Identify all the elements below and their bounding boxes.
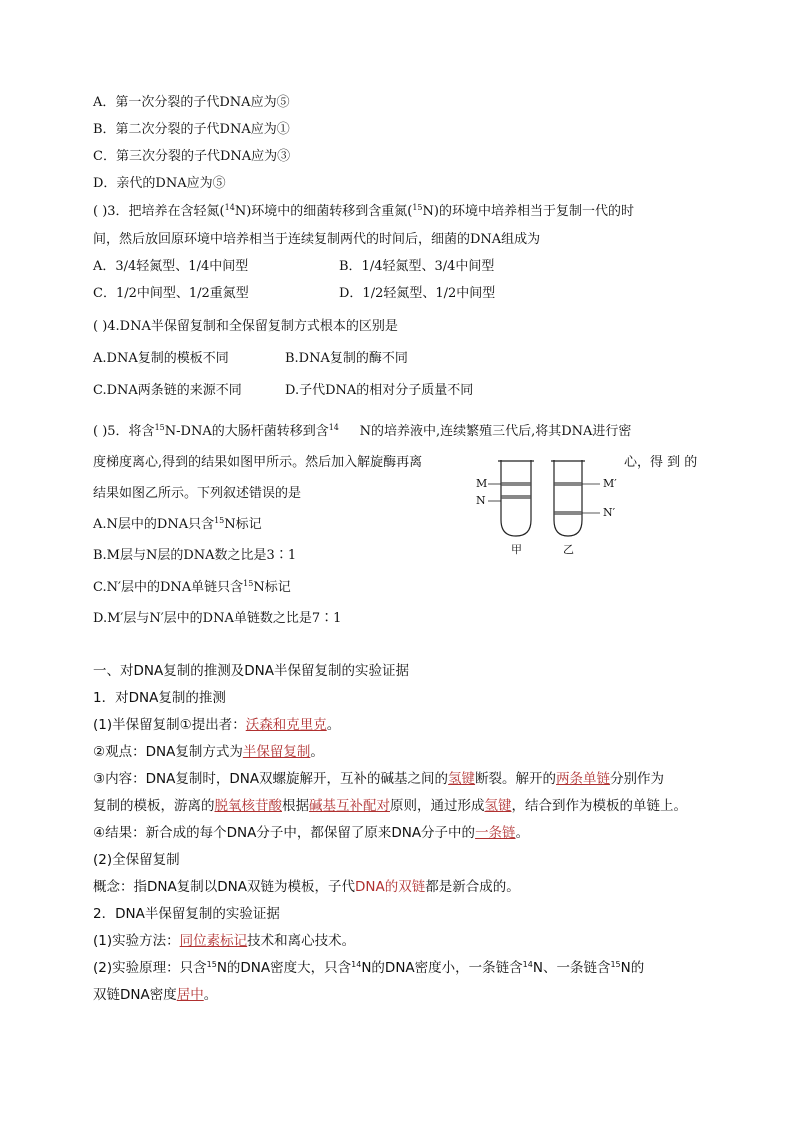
notes-result: ④结果：新合成的每个DNA分子中，都保留了原来DNA分子中的一条链。 bbox=[93, 825, 530, 841]
tube-jia-band-m bbox=[502, 482, 531, 486]
label-m: M bbox=[476, 477, 488, 490]
tube-jia-band-n bbox=[502, 495, 531, 499]
q5-option-d: D.M′层与N′层中的DNA单链数之比是7∶1 bbox=[93, 611, 342, 626]
q4-option-a: A.DNA复制的模板不同 bbox=[93, 351, 229, 366]
q2-option-a: A．第一次分裂的子代DNA应为⑤ bbox=[93, 95, 290, 110]
q3-option-a: A．3/4轻氮型、1/4中间型 bbox=[93, 259, 249, 274]
notes-proposer: (1)半保留复制①提出者：沃森和克里克。 bbox=[93, 717, 341, 733]
q5-option-c: C.N′层中的DNA单链只含$^{15}$N标记 bbox=[93, 579, 291, 595]
q5-stem-line2-right: 心，得 到 的 bbox=[624, 455, 698, 470]
q4-option-b: B.DNA复制的酶不同 bbox=[285, 351, 408, 366]
label-n-prime: N′ bbox=[603, 506, 616, 519]
tube-yi-band-m2 bbox=[555, 482, 582, 486]
q3-option-c: C．1/2中间型、1/2重氮型 bbox=[93, 286, 249, 301]
notes-full-conservative: (2)全保留复制 bbox=[93, 852, 180, 868]
notes-subheading-1: 1．对DNA复制的推测 bbox=[93, 690, 226, 706]
centrifuge-tubes-svg bbox=[466, 460, 646, 560]
tube-yi-outline bbox=[554, 460, 582, 536]
q3-stem-line2: 间，然后放回原环境中培养相当于连续复制两代的时间后，细菌的DNA组成为 bbox=[93, 232, 541, 247]
label-m-prime: M′ bbox=[603, 477, 617, 490]
notes-viewpoint: ②观点：DNA复制方式为半保留复制。 bbox=[93, 744, 324, 760]
q2-option-b: B．第二次分裂的子代DNA应为① bbox=[93, 122, 290, 137]
notes-content-line1: ③内容：DNA复制时，DNA双螺旋解开，互补的碱基之间的氢键断裂。解开的两条单链分别作为 bbox=[93, 771, 665, 787]
tube-yi-band-n2 bbox=[555, 511, 582, 515]
q3-stem-line1: ( )3．把培养在含轻氮($^{14}$N)环境中的细菌转移到含重氮($^{15}$N)的环境中培养相当于复制一代的时 bbox=[93, 203, 634, 219]
q5-option-b: B.M层与N层的DNA数之比是3∶1 bbox=[93, 548, 297, 563]
q4-stem: ( )4.DNA半保留复制和全保留复制方式根本的区别是 bbox=[93, 319, 398, 334]
label-n: N bbox=[476, 494, 486, 507]
notes-subheading-2: 2．DNA半保留复制的实验证据 bbox=[93, 906, 280, 922]
q2-option-d: D．亲代的DNA应为⑤ bbox=[93, 176, 226, 191]
notes-principle-line2: 双链DNA密度居中。 bbox=[93, 987, 218, 1003]
q5-stem-line1: ( )5．将含$^{15}$N-DNA的大肠杆菌转移到含$^{14}$ N的培养液中,连续繁殖三代后,将其DNA进行密 bbox=[93, 423, 632, 439]
centrifuge-tubes-figure bbox=[466, 460, 646, 560]
caption-jia: 甲 bbox=[511, 543, 522, 556]
notes-content-line2: 复制的模板，游离的脱氧核苷酸根据碱基互补配对原则，通过形成氢键，结合到作为模板的单链上。 bbox=[93, 798, 687, 814]
q4-option-c: C.DNA两条链的来源不同 bbox=[93, 383, 242, 398]
q2-option-c: C．第三次分裂的子代DNA应为③ bbox=[93, 149, 291, 164]
q3-option-b: B．1/4轻氮型、3/4中间型 bbox=[339, 259, 495, 274]
notes-heading: 一、对DNA复制的推测及DNA半保留复制的实验证据 bbox=[93, 663, 409, 679]
q5-option-a: A.N层中的DNA只含$^{15}$N标记 bbox=[93, 516, 262, 532]
caption-yi: 乙 bbox=[563, 543, 574, 556]
q3-option-d: D．1/2轻氮型、1/2中间型 bbox=[339, 286, 496, 301]
q5-stem-line3: 结果如图乙所示。下列叙述错误的是 bbox=[93, 486, 302, 501]
notes-concept: 概念：指DNA复制以DNA双链为模板，子代DNA的双链都是新合成的。 bbox=[93, 879, 520, 895]
q5-stem-line2-left: 度梯度离心,得到的结果如图甲所示。然后加入解旋酶再离 bbox=[93, 455, 423, 470]
q4-option-d: D.子代DNA的相对分子质量不同 bbox=[285, 383, 474, 398]
notes-principle-line1: (2)实验原理：只含$^{15}$N的DNA密度大，只含$^{14}$N的DNA密度小，一条链含$^{14}$N、一条链含$^{15}$N的 bbox=[93, 960, 645, 976]
notes-method: (1)实验方法：同位素标记技术和离心技术。 bbox=[93, 933, 356, 949]
